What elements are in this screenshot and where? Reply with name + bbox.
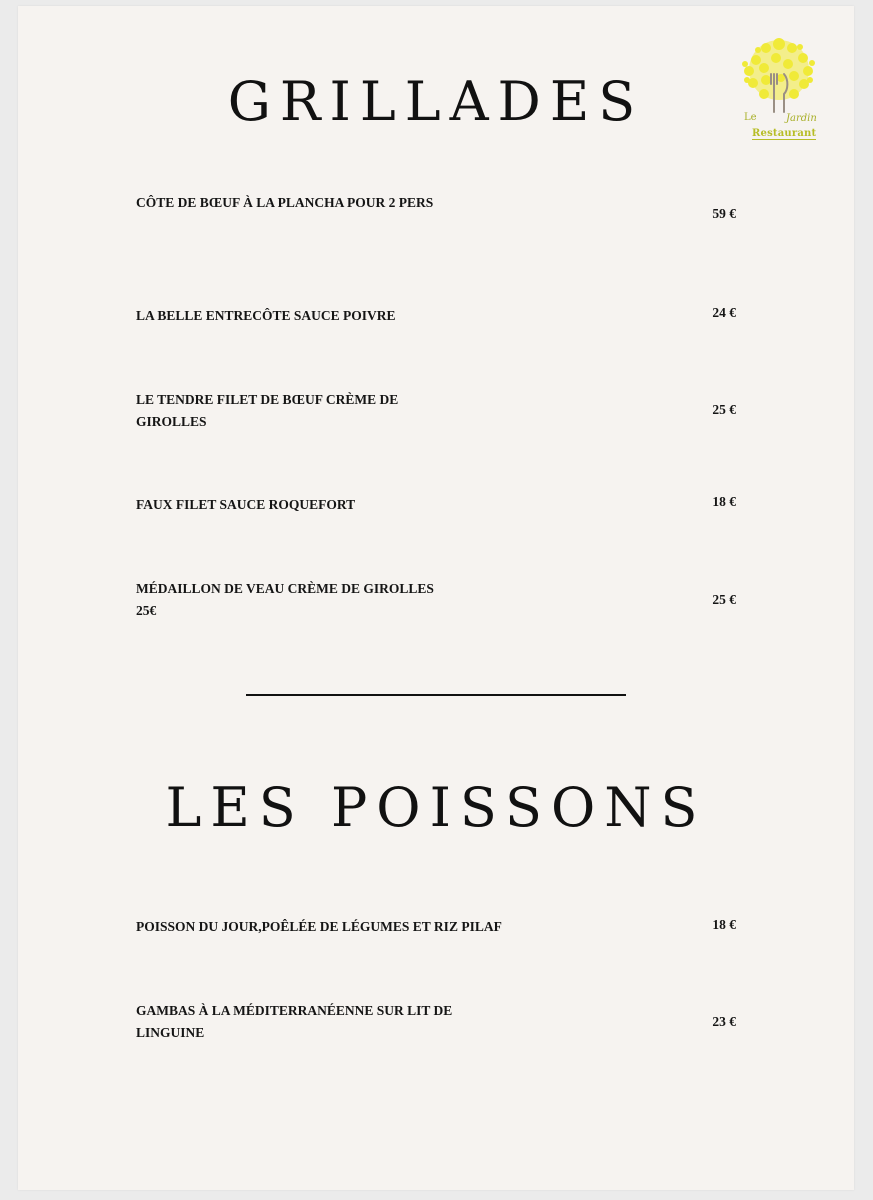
menu-item-price: 25 € bbox=[712, 592, 736, 607]
logo-text-le: Le bbox=[744, 112, 757, 123]
section-title-grillades: GRILLADES bbox=[227, 70, 645, 133]
menu-item bbox=[136, 494, 736, 518]
menu-item-name: POISSON DU JOUR,POÊLÉE DE LÉGUMES ET RIZ PILAF bbox=[136, 919, 502, 934]
menu-item-name: LA BELLE ENTRECÔTE SAUCE POIVRE bbox=[136, 308, 396, 323]
menu-item-name: LE TENDRE FILET DE BŒUF CRÈME DE GIROLLES bbox=[136, 392, 399, 429]
section-title-poissons: LES POISSONS bbox=[165, 776, 707, 839]
menu-item bbox=[136, 192, 736, 240]
menu-item-name: MÉDAILLON DE VEAU CRÈME DE GIROLLES 25€ bbox=[136, 581, 434, 618]
menu-item-price: 24 € bbox=[712, 305, 736, 320]
menu-item-price: 18 € bbox=[712, 494, 736, 509]
menu-item-price: 23 € bbox=[712, 1014, 736, 1029]
logo-text-restaurant: Restaurant bbox=[752, 128, 817, 139]
menu-item bbox=[136, 578, 736, 626]
menu-item-name: FAUX FILET SAUCE ROQUEFORT bbox=[136, 497, 356, 512]
menu-item-name: GAMBAS À LA MÉDITERRANÉENNE SUR LIT DE LINGUINE bbox=[136, 1003, 453, 1040]
menu-item-name: CÔTE DE BŒUF À LA PLANCHA POUR 2 PERS bbox=[136, 195, 434, 210]
menu-item-price: 59 € bbox=[712, 206, 736, 221]
menu-item bbox=[136, 389, 736, 437]
menu-page bbox=[18, 6, 854, 1190]
menu-item bbox=[136, 305, 736, 329]
menu-item bbox=[136, 1000, 736, 1048]
menu-item-price: 18 € bbox=[712, 917, 736, 932]
menu-item bbox=[136, 916, 736, 940]
section-divider bbox=[246, 694, 626, 696]
logo-text-jardin: Jardin bbox=[786, 113, 817, 124]
menu-item-price: 25 € bbox=[712, 402, 736, 417]
